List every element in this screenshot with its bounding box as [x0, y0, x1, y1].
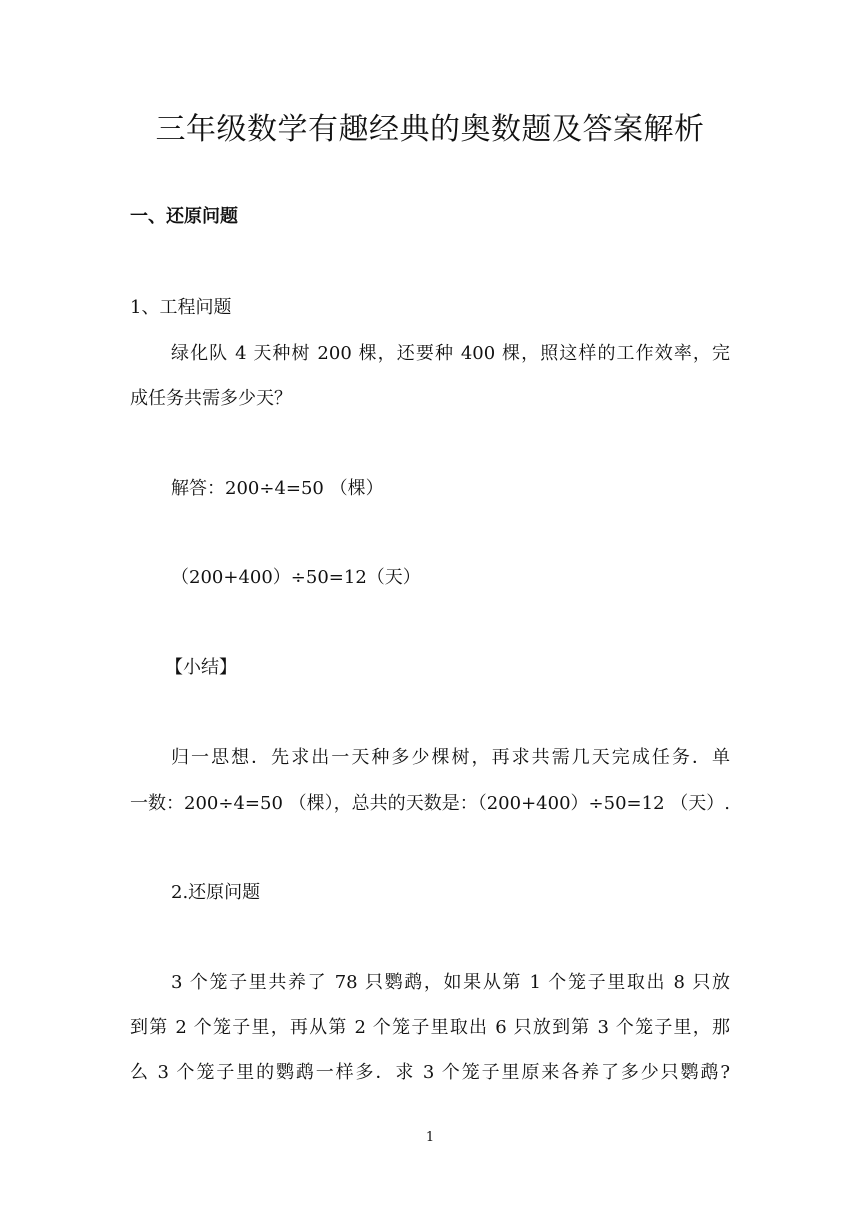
problem2-heading: 2.还原问题: [171, 882, 261, 903]
document-title: 三年级数学有趣经典的奥数题及答案解析: [155, 112, 705, 147]
section-heading: 一、还原问题: [130, 206, 238, 227]
problem1-solution-line2: （200+400）÷50=12（天）: [171, 567, 421, 588]
summary-label: 【小结】: [165, 657, 237, 678]
page-number: 1: [425, 1130, 435, 1145]
summary-line1: 归一思想．先求出一天种多少棵树，再求共需几天完成任务．单: [171, 747, 730, 768]
problem2-text-line1: 3 个笼子里共养了 78 只鹦鹉，如果从第 1 个笼子里取出 8 只放: [171, 972, 730, 993]
problem1-solution-line1: 解答：200÷4=50 （棵）: [171, 478, 384, 499]
problem1-heading: 1、工程问题: [130, 297, 232, 318]
summary-line2: 一数：200÷4=50 （棵），总共的天数是：（200+400）÷50=12 （天）.: [130, 793, 730, 814]
problem1-text-line2: 成任务共需多少天？: [130, 388, 292, 409]
problem1-text-line1: 绿化队 4 天种树 200 棵，还要种 400 棵，照这样的工作效率，完: [171, 343, 730, 364]
problem2-text-line2: 到第 2 个笼子里，再从第 2 个笼子里取出 6 只放到第 3 个笼子里，那: [130, 1017, 730, 1038]
problem2-text-line3: 么 3 个笼子里的鹦鹉一样多．求 3 个笼子里原来各养了多少只鹦鹉?: [130, 1062, 730, 1083]
